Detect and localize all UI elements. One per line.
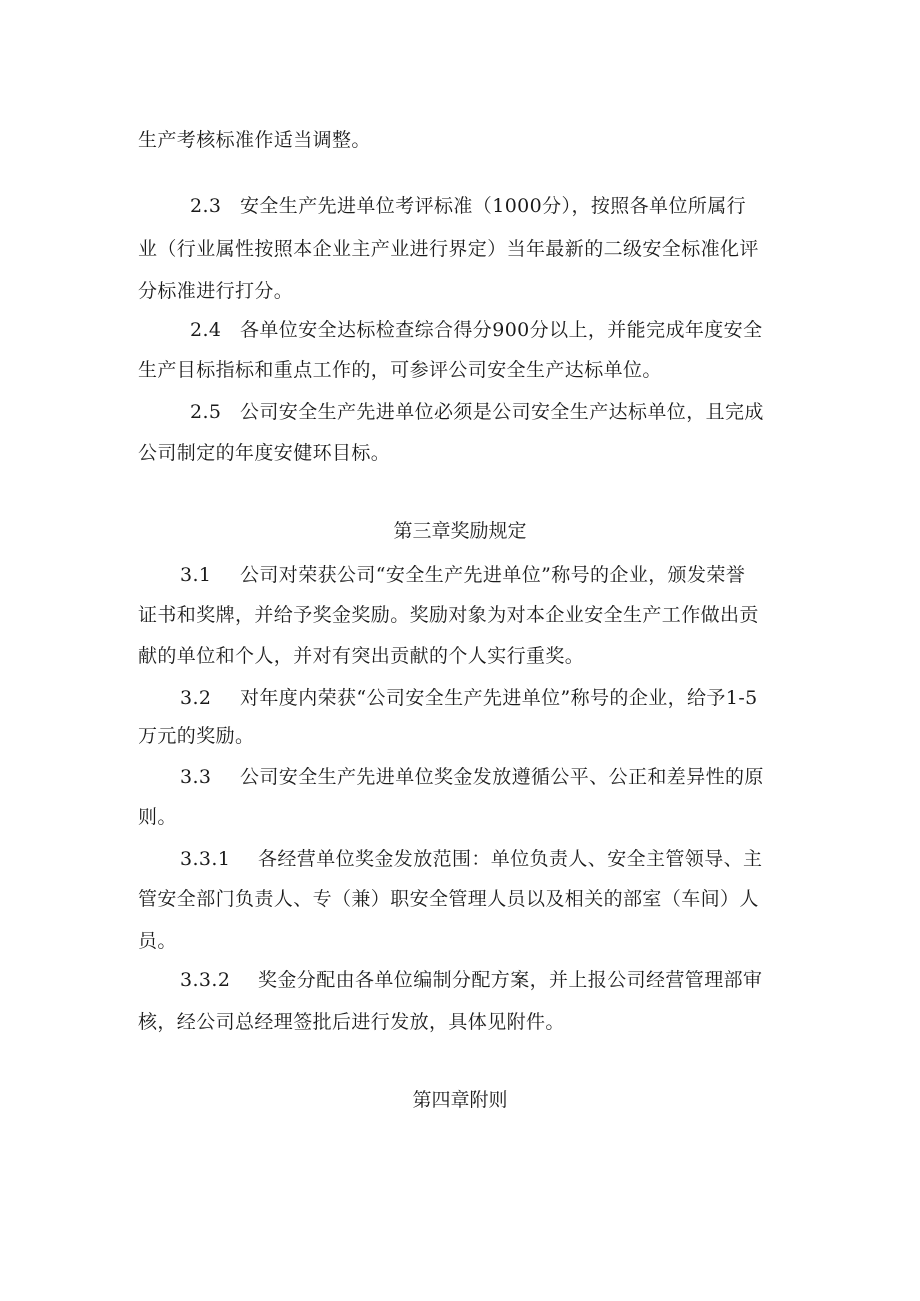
clause-text: 公司对荣获公司“安全生产先进单位”称号的企业，颁发荣誉 — [240, 564, 746, 586]
clause-number: 3.3 — [180, 766, 212, 788]
paragraph-intro: 生产考核标准作适当调整。 — [138, 129, 371, 151]
clause-number: 3.3.2 — [180, 969, 231, 991]
clause-2-4-line: 生产目标指标和重点工作的，可参评公司安全生产达标单位。 — [138, 359, 662, 381]
clause-text: 公司安全生产先进单位奖金发放遵循公平、公正和差异性的原 — [240, 766, 764, 788]
chapter-3-heading: 第三章奖励规定 — [393, 520, 527, 542]
clause-3-3-1-line: 员。 — [138, 930, 177, 952]
clause-number: 3.3.1 — [180, 848, 231, 870]
clause-2-3-line: 业（行业属性按照本企业主产业进行界定）当年最新的二级安全标准化评 — [138, 238, 759, 260]
clause-2-5-first-line — [190, 400, 764, 424]
clause-text: 安全生产先进单位考评标准（1000分），按照各单位所属行 — [240, 195, 747, 217]
clause-3-3-2-line: 核，经公司总经理签批后进行发放，具体见附件。 — [138, 1011, 565, 1033]
clause-number: 2.3 — [190, 195, 222, 217]
clause-text: 公司安全生产先进单位必须是公司安全生产达标单位，且完成 — [240, 401, 764, 423]
clause-3-3-first-line — [180, 765, 764, 789]
clause-3-3-line: 则。 — [138, 806, 177, 828]
clause-number: 3.2 — [180, 687, 212, 709]
clause-2-3-line: 分标准进行打分。 — [138, 280, 294, 302]
clause-text: 各经营单位奖金发放范围：单位负责人、安全主管领导、主 — [258, 848, 763, 870]
clause-3-3-2-first-line — [180, 968, 762, 992]
clause-3-2-first-line — [180, 686, 758, 710]
clause-3-1-first-line — [180, 563, 745, 587]
clause-2-3-first-line — [190, 194, 746, 218]
clause-2-4-first-line — [190, 318, 762, 342]
clause-3-1-line: 献的单位和个人，并对有突出贡献的个人实行重奖。 — [138, 645, 585, 667]
clause-3-3-1-line: 管安全部门负责人、专（兼）职安全管理人员以及相关的部室（车间）人 — [138, 888, 759, 910]
clause-number: 3.1 — [180, 564, 212, 586]
clause-number: 2.5 — [190, 401, 222, 423]
clause-3-3-1-first-line — [180, 847, 762, 871]
chapter-4-heading: 第四章附则 — [412, 1089, 508, 1111]
clause-3-1-line: 证书和奖牌，并给予奖金奖励。奖励对象为对本企业安全生产工作做出贡 — [138, 604, 759, 626]
clause-text: 对年度内荣获“公司安全生产先进单位”称号的企业，给予1-5 — [240, 687, 758, 709]
clause-text: 奖金分配由各单位编制分配方案，并上报公司经营管理部审 — [258, 969, 763, 991]
clause-text: 各单位安全达标检查综合得分900分以上，并能完成年度安全 — [240, 319, 763, 341]
clause-number: 2.4 — [190, 319, 222, 341]
clause-3-2-line: 万元的奖励。 — [138, 725, 255, 747]
clause-2-5-line: 公司制定的年度安健环目标。 — [138, 442, 391, 464]
